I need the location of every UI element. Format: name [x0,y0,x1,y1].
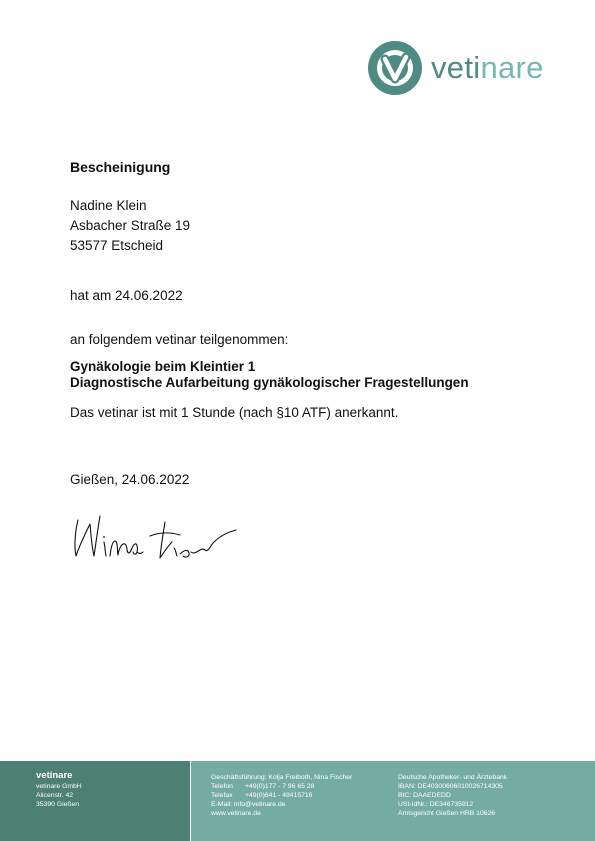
participation-date: hat am 24.06.2022 [70,288,183,303]
document-title: Bescheinigung [70,159,171,175]
footer-email: E-Mail: info@vetinare.de [211,801,286,808]
signature-dot [103,536,105,538]
footer-bank [398,773,507,818]
footer-fax-row [211,791,352,800]
recipient-name: Nadine Klein [70,198,147,213]
footer-left-panel [0,761,190,841]
recipient-city: 53577 Etscheid [70,238,164,253]
logo-wordmark [431,46,544,90]
recognition-text: Das vetinar ist mit 1 Stunde (nach §10 ATF) anerkannt. [70,405,399,420]
footer-company-name: vetinare GmbH [36,783,82,790]
vetinare-v-circle-logo-icon [367,40,423,96]
footer-court-register: Amtsgericht Gießen HRB 10626 [398,810,496,817]
footer-management: Geschäftsführung: Kolja Freiboth, Nina Fischer [211,774,353,781]
vetinare-logo [367,40,557,96]
footer-fax-label: Telefax [211,792,233,799]
handwritten-signature [70,512,245,564]
footer-bic: BIC: DAAEDEDD [398,792,451,799]
footer-phone: +49(0)177 - 7 96 65 28 [245,783,315,790]
place-and-date: Gießen, 24.06.2022 [70,472,190,487]
footer-website: www.vetinare.de [211,810,261,817]
footer-vat-id: USt-IdNr.: DE346735912 [398,801,474,808]
footer-company [36,770,82,809]
footer-brand: vetinare [36,770,73,781]
footer-company-street: Alicenstr. 42 [36,792,74,799]
logo-wordmark-part2: nare [480,50,544,85]
course-subtitle: Diagnostische Aufarbeitung gynäkologischer Fragestellungen [70,375,469,390]
logo-wordmark-part1: veti [431,50,481,85]
course-title: Gynäkologie beim Kleintier 1 [70,359,256,374]
recipient-street: Asbacher Straße 19 [70,218,191,233]
footer-contact [211,773,352,818]
footer-company-city: 35390 Gießen [36,801,80,808]
course-intro: an folgendem vetinar teilgenommen: [70,332,289,347]
footer-fax: +49(0)641 - 49415716 [245,792,313,799]
footer-iban: IBAN: DE40300606010026714305 [398,783,503,790]
page-footer [0,761,595,841]
footer-phone-label: Telefon [211,783,233,790]
footer-bank-name: Deutsche Apotheker- und Ärztebank [398,774,508,781]
footer-phone-row [211,782,352,791]
